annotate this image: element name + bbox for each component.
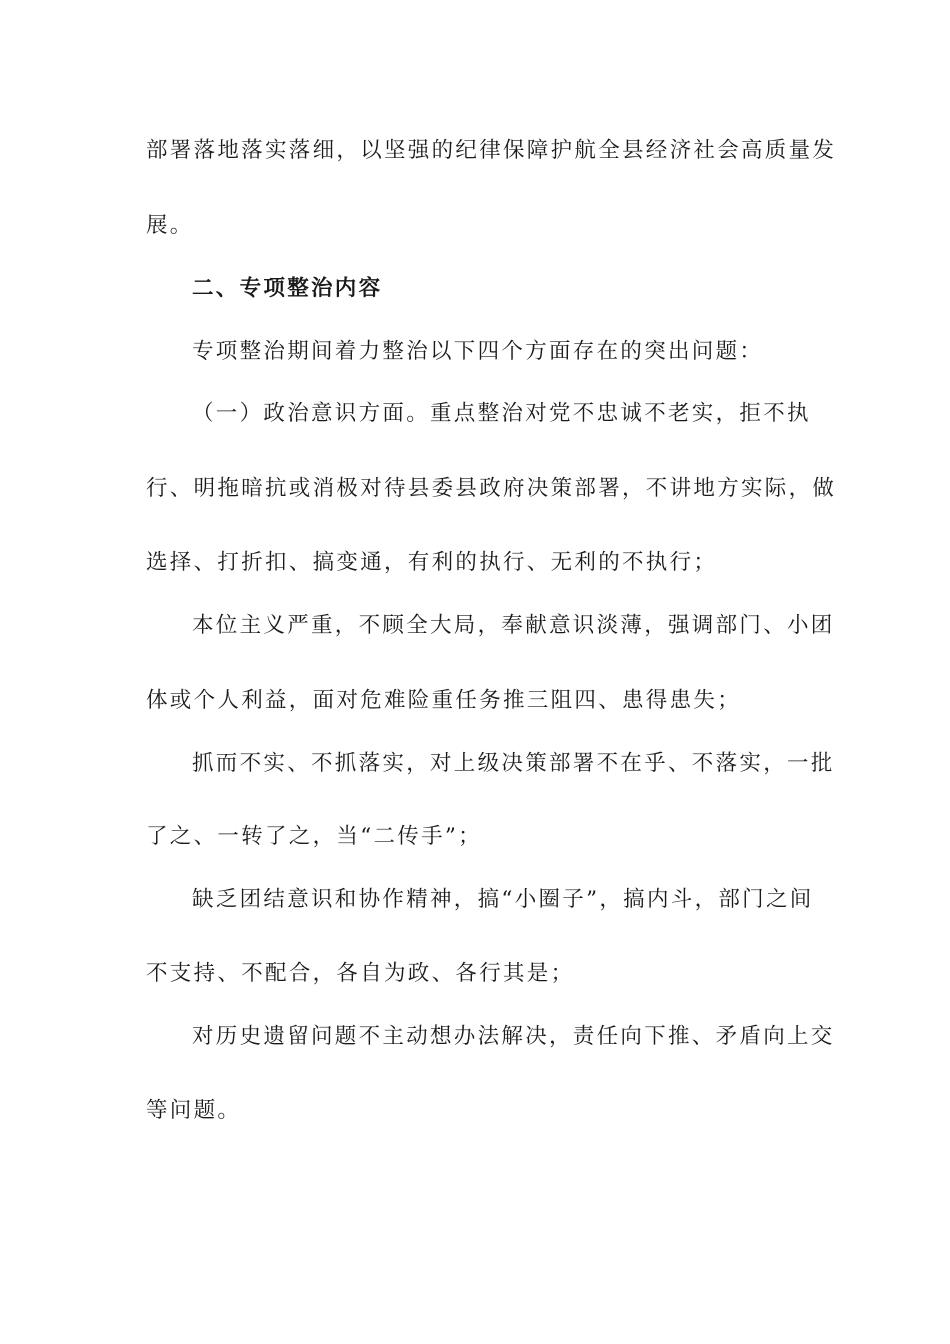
section-heading: 二、专项整治内容 xyxy=(192,276,383,301)
paragraph-line: 体或个人利益，面对危难险重任务推三阻四、患得患失； xyxy=(146,688,742,713)
paragraph-line: 展。 xyxy=(146,213,194,238)
paragraph-line: 行、明拖暗抗或消极对待县委县政府决策部署，不讲地方实际，做 xyxy=(146,476,837,501)
paragraph-line: 本位主义严重，不顾全大局，奉献意识淡薄，强调部门、小团 xyxy=(192,613,835,638)
paragraph-line: 选择、打折扣、搞变通，有利的执行、无利的不执行； xyxy=(146,550,718,575)
paragraph-line: 缺乏团结意识和协作精神，搞“小圈子”，搞内斗，部门之间 xyxy=(192,887,814,912)
paragraph-line: 专项整治期间着力整治以下四个方面存在的突出问题： xyxy=(192,339,764,364)
paragraph-line: 不支持、不配合，各自为政、各行其是； xyxy=(146,961,575,986)
paragraph-line: （一）政治意识方面。重点整治对党不忠诚不老实，拒不执 xyxy=(192,401,811,426)
paragraph-line: 等问题。 xyxy=(146,1098,242,1123)
paragraph-line: 部署落地落实落细，以坚强的纪律保障护航全县经济社会高质量发 xyxy=(146,138,837,163)
paragraph-line: 对历史遗留问题不主动想办法解决，责任向下推、矛盾向上交 xyxy=(192,1024,835,1049)
paragraph-line: 抓而不实、不抓落实，对上级决策部署不在乎、不落实，一批 xyxy=(192,751,835,776)
paragraph-line: 了之、一转了之，当“二传手”； xyxy=(146,824,482,849)
